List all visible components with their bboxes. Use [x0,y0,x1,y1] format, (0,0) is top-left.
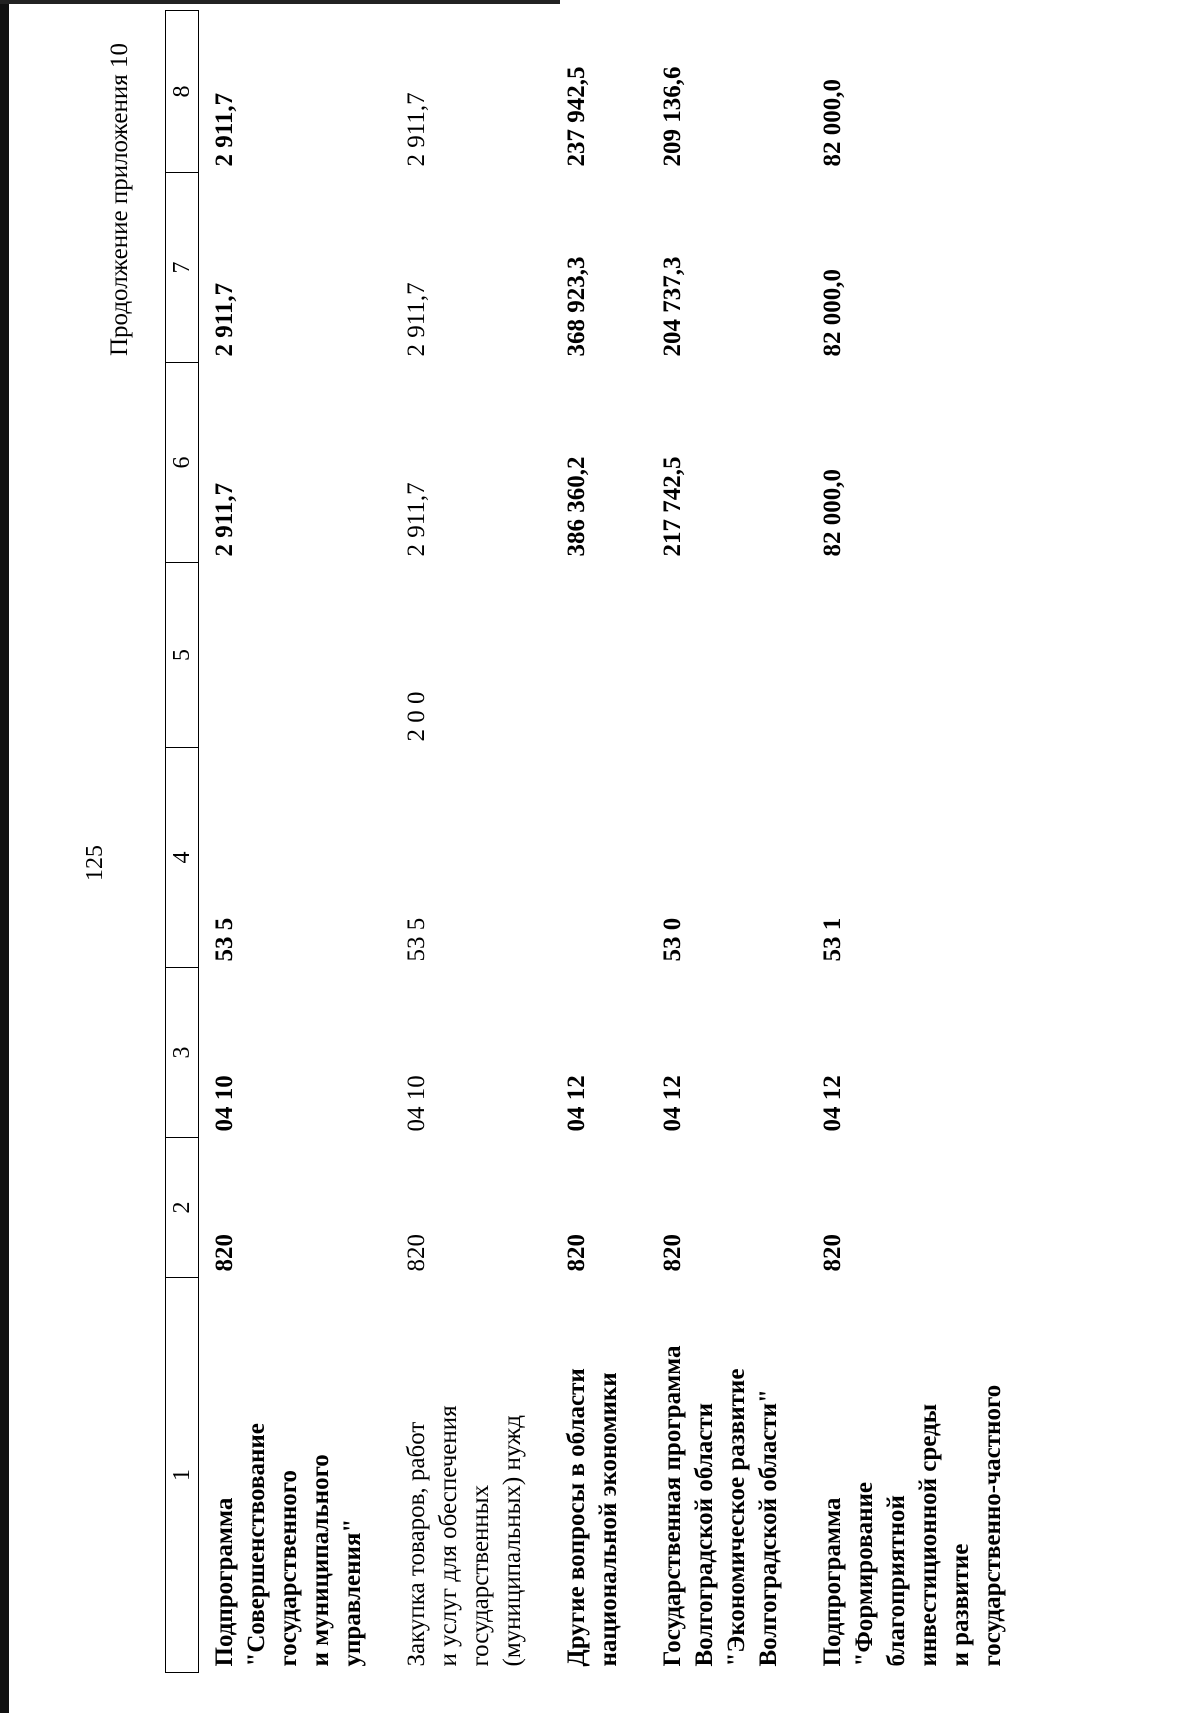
row-name-line: благоприятной [883,1495,910,1667]
column-header-3: 3 [166,968,199,1138]
row-name-line: Закупка товаров, работ [403,1421,430,1667]
table-row [807,11,1031,1673]
cell-expense-type [647,563,807,748]
row-name-line: государственного [275,1470,302,1667]
row-name-line: Другие вопросы в области [563,1368,590,1667]
cell-ministry-code: 820 [659,1234,686,1272]
row-name-line: государственных [467,1484,494,1667]
cell-program-code: 53 1 [819,917,846,962]
row-name-line: инвестиционной среды [915,1403,942,1667]
row-name [807,1278,1031,1673]
table-row [199,11,392,1673]
row-name-line: Государственная программа [659,1345,686,1667]
row-name [647,1278,807,1673]
cell-amount-8: 82 000,0 [819,79,846,167]
cell-expense-type [199,563,392,748]
row-name-line: Волгоградской области [691,1402,718,1667]
cell-section-code: 04 12 [659,1075,686,1132]
cell-amount-8: 237 942,5 [563,66,590,167]
cell-section-code: 04 10 [211,1075,238,1132]
row-name-line: государственно-частного [979,1384,1006,1667]
cell-expense-type [807,563,1031,748]
row-name-line: "Формирование [851,1482,878,1667]
cell-section-code: 04 12 [563,1075,590,1132]
row-name-line: Волгоградской области" [755,1389,782,1667]
cell-ministry-code: 820 [403,1234,430,1272]
cell-section-code: 04 10 [403,1075,430,1132]
cell-program-code: 53 0 [659,917,686,962]
cell-amount-6: 2 911,7 [211,482,238,557]
cell-amount-6: 217 742,5 [659,456,686,557]
table-row [551,11,647,1673]
cell-amount-7: 82 000,0 [819,269,846,357]
cell-program-code: 53 5 [211,917,238,962]
row-name-line: и муниципального [307,1454,334,1667]
cell-amount-6: 386 360,2 [563,456,590,557]
column-header-6: 6 [166,363,199,563]
row-name [391,1278,551,1673]
table-row [391,11,551,1673]
cell-expense-type [551,563,647,748]
row-name [199,1278,392,1673]
cell-section-code: 04 12 [819,1075,846,1132]
row-name-line: (муниципальных) нужд [499,1414,526,1667]
column-header-2: 2 [166,1138,199,1278]
table-header-row [166,11,199,1673]
appendix-note: Продолжение приложения 10 [106,43,133,357]
cell-amount-8: 2 911,7 [403,92,430,167]
row-name-line: "Экономическое развитие [723,1368,750,1667]
cell-program-code [551,748,647,968]
budget-table [165,10,1031,1673]
table-row [647,11,807,1673]
cell-amount-8: 2 911,7 [211,92,238,167]
column-header-5: 5 [166,563,199,748]
cell-ministry-code: 820 [211,1234,238,1272]
row-name-line: национальной экономики [595,1372,622,1667]
cell-ministry-code: 820 [563,1234,590,1272]
row-name-line: "Совершенствование [243,1423,270,1667]
cell-program-code: 53 5 [403,917,430,962]
page-number: 125 [82,845,108,881]
cell-amount-7: 204 737,3 [659,256,686,357]
row-name-line: управления" [339,1518,366,1667]
row-name-line: и развитие [947,1543,974,1667]
cell-amount-7: 2 911,7 [211,282,238,357]
cell-amount-7: 2 911,7 [403,282,430,357]
row-name-line: Подпрограмма [211,1497,238,1667]
cell-amount-7: 368 923,3 [563,256,590,357]
cell-expense-type: 2 0 0 [403,691,430,742]
row-name-line: и услуг для обеспечения [435,1405,462,1667]
column-header-4: 4 [166,748,199,968]
cell-amount-8: 209 136,6 [659,66,686,167]
cell-ministry-code: 820 [819,1234,846,1272]
column-header-1: 1 [166,1278,199,1673]
column-header-8: 8 [166,11,199,173]
cell-amount-6: 2 911,7 [403,482,430,557]
row-name-line: Подпрограмма [819,1497,846,1667]
column-header-7: 7 [166,173,199,363]
cell-amount-6: 82 000,0 [819,469,846,557]
row-name [551,1278,647,1673]
